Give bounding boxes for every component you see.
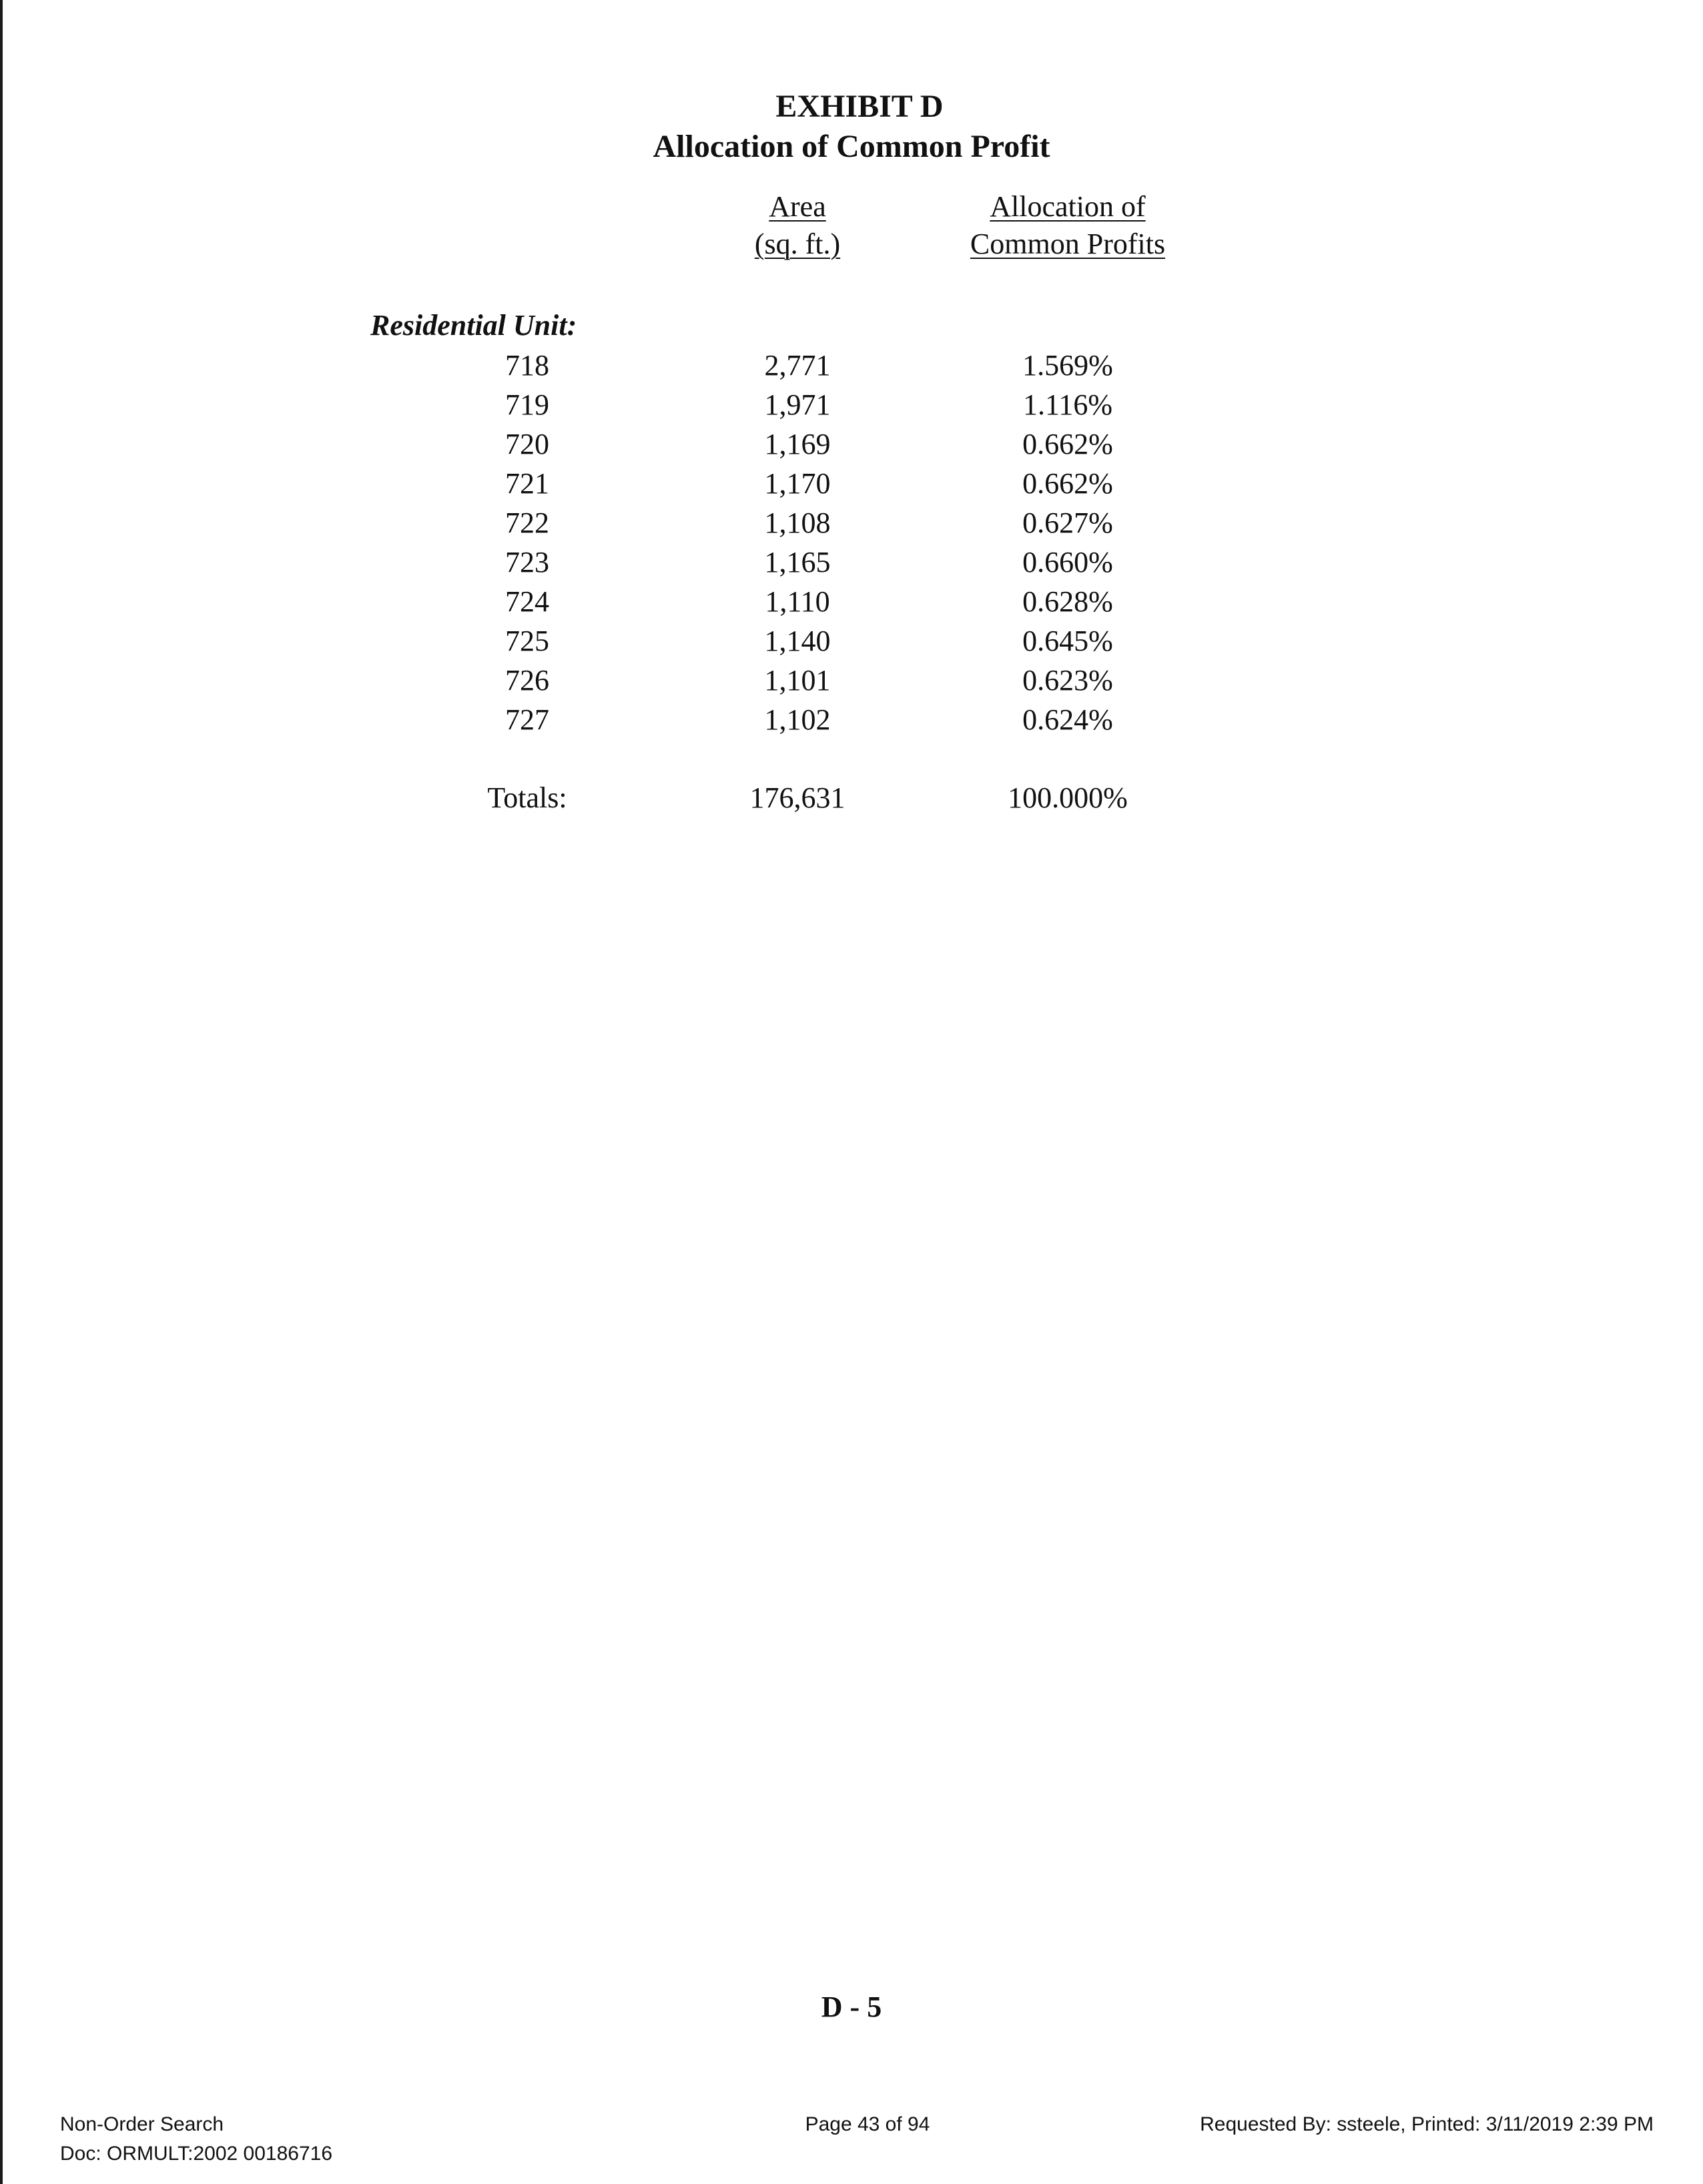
exhibit-subtitle: Allocation of Common Profit: [653, 129, 1050, 164]
unit-number: 726: [505, 664, 549, 697]
column-header-allocation: [948, 188, 1188, 263]
unit-allocation: 0.624%: [1022, 703, 1113, 736]
section-label-residential: Residential Unit:: [370, 309, 577, 342]
column-header-allocation-line2: Common Profits: [970, 228, 1166, 260]
unit-allocation: 1.569%: [1022, 349, 1113, 382]
unit-allocation: 0.627%: [1022, 506, 1113, 539]
column-header-area-line1: Area: [769, 190, 826, 223]
table-row: [0, 504, 1703, 544]
table-row: [0, 544, 1703, 583]
unit-area: 1,110: [765, 585, 830, 618]
unit-number: 720: [505, 428, 549, 460]
unit-number: 721: [505, 467, 549, 500]
footer-search-type: Non-Order Search: [60, 2113, 224, 2135]
footer-page-count: Page 43 of 94: [805, 2113, 930, 2135]
column-header-area: [701, 188, 894, 263]
unit-number: 718: [505, 349, 549, 382]
table-row: [0, 583, 1703, 623]
column-header-area-line2: (sq. ft.): [754, 228, 841, 260]
unit-allocation: 0.662%: [1022, 467, 1113, 500]
table-row: [0, 701, 1703, 741]
unit-allocation: 0.628%: [1022, 585, 1113, 618]
unit-area: 1,108: [764, 506, 831, 539]
unit-area: 1,169: [764, 428, 831, 460]
unit-allocation: 0.645%: [1022, 625, 1113, 657]
unit-area: 1,101: [764, 664, 831, 697]
table-row: [0, 386, 1703, 426]
unit-area: 1,170: [764, 467, 831, 500]
unit-allocation: 0.662%: [1022, 428, 1113, 460]
unit-number: 727: [505, 703, 549, 736]
unit-number: 722: [505, 506, 549, 539]
allocation-table: [0, 347, 1703, 741]
table-row: [0, 623, 1703, 662]
page-number: D - 5: [821, 1990, 882, 2023]
table-row: [0, 426, 1703, 465]
unit-allocation: 0.623%: [1022, 664, 1113, 697]
exhibit-title: EXHIBIT D: [775, 89, 944, 124]
totals-allocation: 100.000%: [1008, 781, 1128, 814]
totals-label: Totals:: [487, 781, 567, 814]
footer-requested-by: Requested By: ssteele, Printed: 3/11/2019 2:39 PM: [1200, 2113, 1654, 2135]
totals-row: [0, 779, 1703, 819]
unit-number: 723: [505, 546, 549, 579]
unit-allocation: 1.116%: [1022, 388, 1113, 421]
unit-area: 1,140: [764, 625, 831, 657]
unit-number: 724: [505, 585, 549, 618]
unit-area: 2,771: [764, 349, 831, 382]
unit-number: 725: [505, 625, 549, 657]
unit-allocation: 0.660%: [1022, 546, 1113, 579]
table-row: [0, 465, 1703, 504]
unit-area: 1,971: [764, 388, 831, 421]
footer-doc-id: Doc: ORMULT:2002 00186716: [60, 2143, 333, 2165]
table-row: [0, 662, 1703, 701]
unit-area: 1,165: [764, 546, 831, 579]
unit-area: 1,102: [764, 703, 831, 736]
table-row: [0, 347, 1703, 386]
scan-edge: [0, 0, 3, 2184]
unit-number: 719: [505, 388, 549, 421]
footer-doc-info: [60, 2110, 332, 2169]
totals-area: 176,631: [749, 781, 845, 814]
column-header-allocation-line1: Allocation of: [990, 190, 1146, 223]
